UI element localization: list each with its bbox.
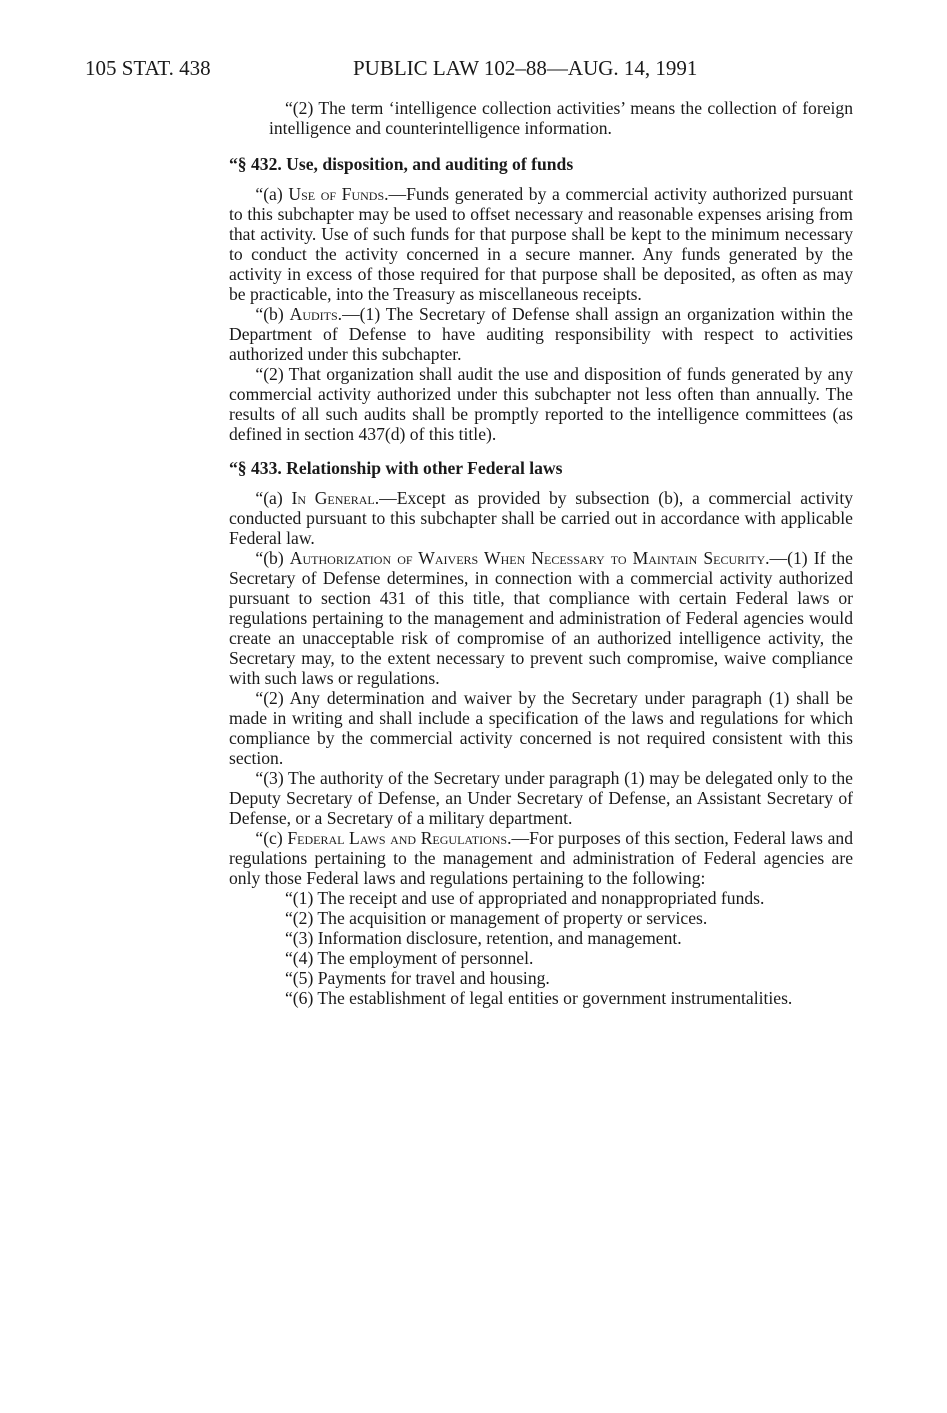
list-item: “(1) The receipt and use of appropriated and nonappropriated funds. (285, 888, 765, 908)
section-433-c (229, 828, 853, 888)
section-432-b-caption: Audits. (289, 304, 343, 324)
section-432-a-prefix: “(a) (255, 184, 289, 204)
list-item: “(2) The acquisition or management of property or services. (285, 908, 708, 928)
section-433-c-caption: Federal Laws and Regulations. (287, 828, 512, 848)
document-body (229, 98, 853, 1008)
section-432-b-text: —(1) The Secretary of Defense shall assign an organization within the Department of Defense to have auditing responsibility with respect to activities authorized under this subchapter. (229, 304, 853, 364)
section-433-c-prefix: “(c) (255, 828, 288, 848)
section-433-a-prefix: “(a) (255, 488, 292, 508)
section-432-a-caption: Use of Funds. (288, 184, 389, 204)
section-433-a (229, 488, 853, 548)
section-432-a (229, 184, 853, 304)
section-432-b (229, 304, 853, 364)
section-433-heading: “§ 433. Relationship with other Federal laws (229, 458, 563, 478)
section-432-heading: “§ 432. Use, disposition, and auditing of funds (229, 154, 574, 174)
section-433-b (229, 548, 853, 688)
list-item: “(4) The employment of personnel. (285, 948, 534, 968)
list-item: “(5) Payments for travel and housing. (285, 968, 550, 988)
list-item: “(3) Information disclosure, retention, and management. (285, 928, 682, 948)
section-433-a-caption: In General. (291, 488, 380, 508)
section-433-c-text: —For purposes of this section, Federal laws and regulations pertaining to the management and administration of Federal agencies are only those Federal laws and regulations pertaining to the following: (229, 828, 853, 888)
section-432-b-prefix: “(b) (255, 304, 290, 324)
section-432-b2: “(2) That organization shall audit the use and disposition of funds generated by any commercial activity authorized under this subchapter not less often than annually. The results of all such audits shall be promptly reported to the intelligence committees (as defined in section 437(d) of this title). (229, 364, 853, 444)
stat-page-number: 105 STAT. 438 (85, 56, 211, 80)
section-433-a-text: —Except as provided by subsection (b), a commercial activity conducted pursuant to this subchapter shall be carried out in accordance with applicable Federal law. (229, 488, 854, 548)
intro-paragraph-2: “(2) The term ‘intelligence collection activities’ means the collection of foreign intelligence and counterintelligence information. (269, 98, 853, 138)
section-432-a-text: —Funds generated by a commercial activity authorized pursuant to this subchapter may be used to offset necessary and reasonable expenses arising from that activity. Use of such funds for that purpose shall be kept to the minimum necessary to conduct the activity concerned in a secure manner. Any funds generated by the activity in excess of those required for that purpose shall be deposited, as often as may be practicable, into the Treasury as miscellaneous receipts. (229, 184, 853, 304)
section-433-b2: “(2) Any determination and waiver by the Secretary under paragraph (1) shall be made in writing and shall include a specification of the laws and regulations for which compliance by the commercial activity concerned is not required consistent with this section. (229, 688, 853, 768)
section-433-b-caption: Authorization of Waivers When Necessary to Maintain Security. (289, 548, 770, 568)
law-title: PUBLIC LAW 102–88—AUG. 14, 1991 (353, 56, 698, 80)
section-433-b-text: —(1) If the Secretary of Defense determines, in connection with a commercial activity authorized pursuant to section 431 of this title, that compliance with certain Federal laws or regulations pertaining to the management and administration of Federal agencies would create an unacceptable risk of compromise of an authorized intelligence activity, the Secretary may, to the extent necessary to prevent such compromise, waive compliance with such laws or regulations. (229, 548, 853, 688)
section-433-b3: “(3) The authority of the Secretary under paragraph (1) may be delegated only to the Deputy Secretary of Defense, an Under Secretary of Defense, an Assistant Secretary of Defense, or a Secretary of a military department. (229, 768, 853, 828)
section-433-b-prefix: “(b) (255, 548, 290, 568)
list-item: “(6) The establishment of legal entities or government instrumentalities. (285, 988, 793, 1008)
